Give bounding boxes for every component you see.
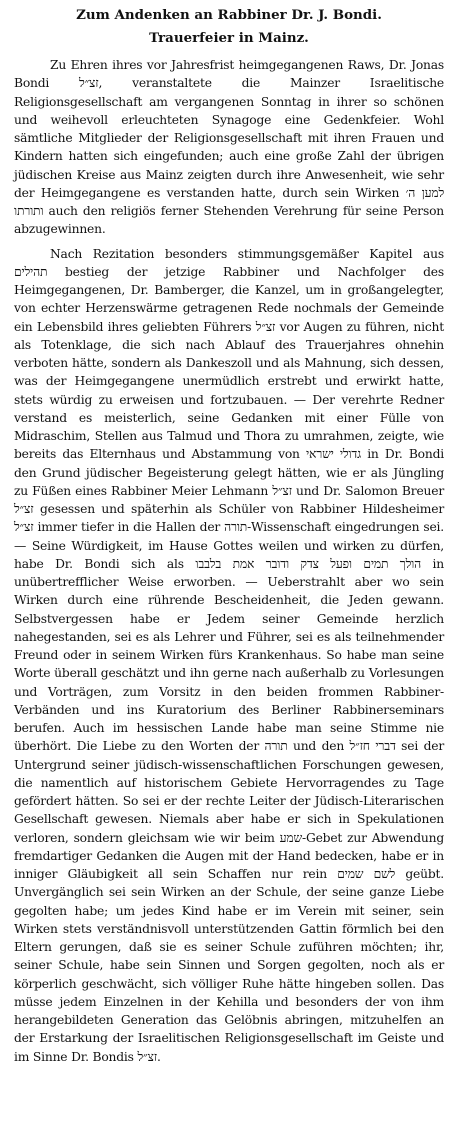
article-paragraph-1: Zu Ehren ihres vor Jahresfrist heimgegangenen Raws, Dr. Jonas Bondi זצ״ל, veranstaltete die Mainzer Israelitische Religionsgesellschaft am vergangenen Sonntag in ihrer so schönen und weihevoll erleuchteten Synagoge eine Gedenkfeier. Wohl sämtliche Mitglieder der Religionsgesellschaft mit ihren Frauen und Kindern hatten sich eingefunden; auch eine große Zahl der übrigen jüdischen Kreise aus Mainz zeigten durch ihre Anwesenheit, wie sehr der Heimgegangene es verstanden hatte, durch sein Wirken למען ה׳ ותורתו auch den religiös ferner Stehenden Verehrung für seine Person abzugewinnen.	[14, 58, 444, 237]
article-body	[14, 56, 444, 1066]
article-subheadline: Trauerfeier in Mainz.	[149, 30, 309, 46]
article-headline: Zum Andenken an Rabbiner Dr. J. Bondi.	[76, 7, 382, 23]
article-paragraph-2: Nach Rezitation besonders stimmungsgemäßer Kapitel aus תהילים bestieg der jetzige Rabbiner und Nachfolger des Heimgegangenen, Dr. Bamberger, die Kanzel, um in großangelegter, von echter Herzenswärme getragenen Rede nochmals der Gemeinde ein Lebensbild ihres geliebten Führers זצ״ל vor Augen zu führen, nicht als Totenklage, die sich nach Ablauf des Trauerjahres ohnehin verboten hätte, sondern als Dankeszoll und als Mahnung, sich dessen, was der Heimgegangene unermüdlich erstrebt und erwirkt hatte, stets würdig zu erweisen und fortzubauen. — Der verehrte Redner verstand es meisterlich, seine Gedanken mit einer Fülle von Midraschim, Stellen aus Talmud und Thora zu umrahmen, zeigte, wie bereits das Elternhaus und Abstammung von גדולי ישראי in Dr. Bondi den Grund jüdischer Begeisterung gelegt hätten, wie er als Jüngling zu Füßen eines Rabbiner Meier Lehmann זצ״ל und Dr. Salomon Breuer זצ״ל gesessen und späterhin als Schüler von Rabbiner Hildesheimer זצ״ל immer tiefer in die Hallen der תורה-Wissenschaft eingedrungen sei. — Seine Würdigkeit, im Hause Gottes weilen und wirken zu dürfen, habe Dr. Bondi sich als הולך תמים ופעל צדק ודובר אמת בלבבו in unübertrefflicher Weise erworben. — Ueberstrahlt aber wo sein Wirken durch eine rührende Bescheidenheit, die Jeden gewann. Selbstvergessen habe er Jedem seiner Gemeinde herzlich nahegestanden, sei es als Lehrer und Führer, sei es als teilnehmender Freund oder in seinem Wirken fürs Krankenhaus. So habe man seine Worte überall geschätzt und ihn gerne nach außerhalb zu Vorlesungen und Vorträgen, zum Vorsitz in den beiden frommen Rabbiner-Verbänden und ins Kuratorium des Berliner Rabbinerseminars berufen. Auch im hessischen Lande habe man seine Stimme nie überhört. Die Liebe zu den Worten der תורה und den דברי חז״ל sei der Untergrund seiner jüdisch-wissenschaftlichen Forschungen gewesen, die namentlich auf historischem Gebiete Hervorragendes zu Tage gefördert hätten. So sei er der rechte Leiter der Jüdisch-Literarischen Gesellschaft gewesen. Niemals aber habe er sich in Spekulationen verloren, sondern gleichsam wie wir beim שמע-Gebet zur Abwendung fremdartiger Gedanken die Augen mit der Hand bedecken, habe er in inniger Gläubigkeit all sein Schaffen nur rein לשם שמים geübt. Unvergänglich sei sein Wirken an der Schule, der seine ganze Liebe gegolten habe; um jedes Kind habe er im Verein mit seiner, sein Wirken stets verständnisvoll unterstützenden Gattin förmlich bei den Eltern gerungen, daß sie es seiner Schule zuführen möchten; ihr, seiner Schule, habe sein Sinnen und Sorgen gegolten, noch als er körperlich geschwächt, sich völliger Ruhe hätte hingeben sollen. Das müsse jedem Einzelnen in der Kehilla und besonders der von ihm herangebildeten Generation das Gelöbnis abringen, mitzuhelfen an der Erstarkung der Israelitischen Religionsgesellschaft im Geiste und im Sinne Dr. Bondis זצ״ל.	[14, 246, 444, 1064]
